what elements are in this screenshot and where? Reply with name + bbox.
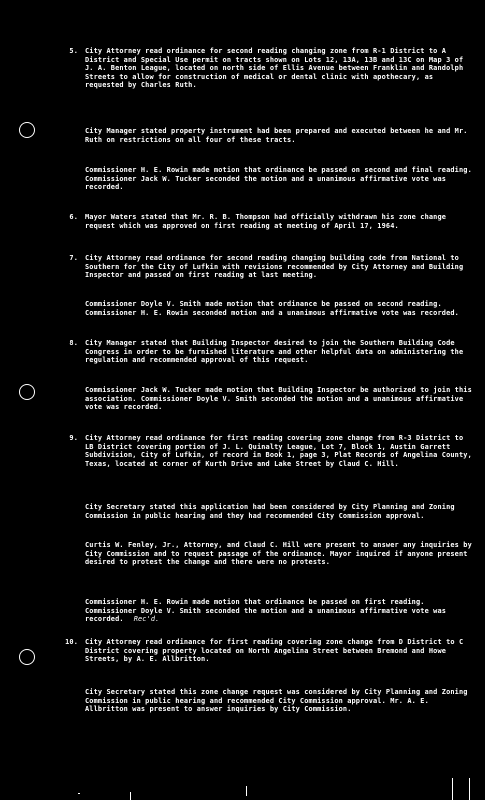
item-paragraph: City Manager stated that Building Inspector desired to join the Southern Building Code Congress in order to be furnished literature and other helpful data on administering the regulation and recommended approval of this request. (85, 339, 464, 364)
margin-note: Rec'd. (133, 615, 160, 623)
minutes-item-5 (69, 47, 473, 90)
item-number: 9. (69, 434, 78, 442)
item-paragraph: City Manager stated property instrument had been prepared and executed between he and Mr. Ruth on restrictions on all four of these tracts. (85, 127, 468, 144)
minutes-item-10 (65, 638, 473, 664)
item-number: 7. (69, 254, 78, 262)
punch-hole-top (19, 122, 35, 138)
item-paragraph: City Attorney read ordinance for first reading covering zone change from D District to C District covering property located on North Angelina Street between Bremond and Howe Streets, by A. E. Allbritton. (85, 638, 464, 663)
item-paragraph: Commissioner Doyle V. Smith made motion that ordinance be passed on second reading. Commissioner H. E. Rowin seconded motion and a unanimous affirmative vote was recorded. (85, 300, 459, 317)
item-paragraph: City Attorney read ordinance for second reading changing zone from R-1 District to A District and Special Use permit on tracts shown on Lots 12, 13A, 13B and 13C on Map 3 of J. A. Benton League, located on north side of Ellis Avenue between Franklin and Randolph Streets to allow for construction of medical or dental clinic with apothecary, as requested by Charles Ruth. (85, 47, 464, 89)
item-paragraph: City Attorney read ordinance for second reading changing building code from National to Southern for the City of Lufkin with revisions recommended by City Attorney and Building Inspector and passed on first reading at last meeting. (85, 254, 464, 279)
item-paragraph: City Secretary stated this zone change request was considered by City Planning and Zoning Commission in public hearing and recommended City Commission approval. Mr. A. E. Allbritton was present to answer inquiries by City Commission. (85, 688, 468, 713)
item-paragraph: Commissioner Jack W. Tucker made motion that Building Inspector be authorized to join this association. Commissioner Doyle V. Smith seconded the motion and a unanimous affirmative vote was recorded. (85, 386, 472, 411)
scan-speck (78, 793, 80, 794)
minutes-item-8 (69, 339, 473, 365)
item-number: 5. (69, 47, 78, 55)
item-number: 6. (69, 213, 78, 221)
item-paragraph: Mayor Waters stated that Mr. R. B. Thompson had officially withdrawn his zone change request which was approved on first reading at meeting of April 17, 1964. (85, 213, 447, 230)
scan-speck (246, 786, 247, 796)
item-paragraph: City Attorney read ordinance for first reading covering zone change from R-3 District to LB District covering portion of J. L. Quinalty League, Lot 7, Block 1, Austin Garrett Subdivision, City of Lufkin, of record in Book 1, page 3, Plat Records of Angelina County, Texas, located at corner of Kurth Drive and Lake Street by Claud C. Hill. (85, 434, 472, 468)
punch-hole-bottom (19, 649, 35, 665)
scan-speck (452, 778, 453, 800)
item-number: 10. (65, 638, 78, 646)
punch-hole-middle (19, 384, 35, 400)
item-paragraph: City Secretary stated this application had been considered by City Planning and Zoning Commission in public hearing and they had recommended City Commission approval. (85, 503, 455, 520)
item-paragraph: Commissioner H. E. Rowin made motion that ordinance be passed on first reading. Commissioner Doyle V. Smith seconded the motion and a unanimous affirmative vote was recorded. (85, 598, 447, 623)
item-paragraph: Commissioner H. E. Rowin made motion that ordinance be passed on second and final reading. Commissioner Jack W. Tucker seconded the motion and a unanimous affirmative vote was recorded. (85, 166, 472, 191)
item-paragraph-with-note (85, 598, 475, 624)
minutes-item-7 (69, 254, 473, 280)
scan-speck (130, 792, 131, 800)
item-paragraph: Curtis W. Fenley, Jr., Attorney, and Claud C. Hill were present to answer any inquiries by City Commission and to request passage of the ordinance. Mayor inquired if anyone present desired to protest the change and there were no protests. (85, 541, 472, 566)
scan-speck (469, 778, 470, 800)
minutes-item-9 (69, 434, 473, 468)
minutes-item-6 (69, 213, 473, 230)
item-number: 8. (69, 339, 78, 347)
